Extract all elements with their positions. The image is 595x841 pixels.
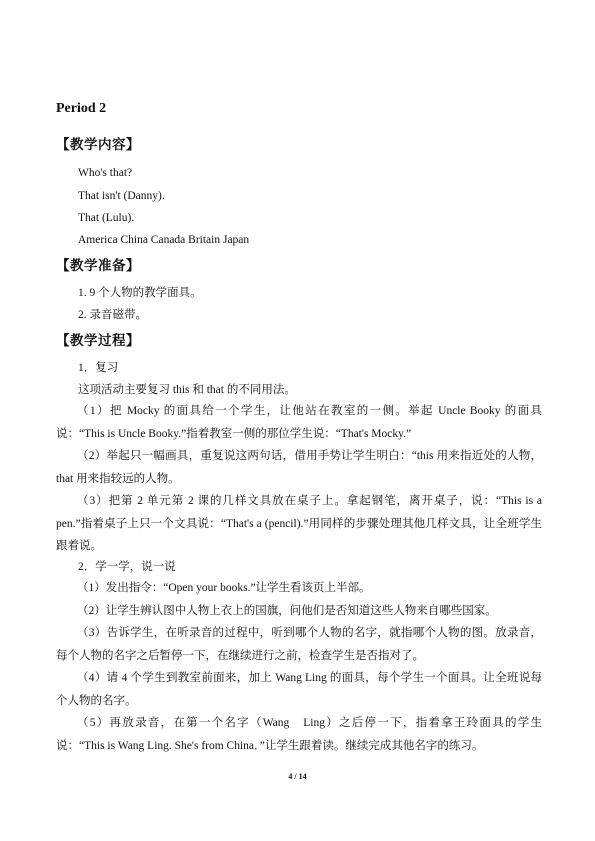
content-line-2: That isn't (Danny). bbox=[78, 190, 165, 202]
content-line-3: That (Lulu). bbox=[78, 212, 135, 224]
prep-line-2: 2. 录音磁带。 bbox=[78, 309, 147, 321]
section-heading-prep: 【教学准备】 bbox=[56, 258, 140, 273]
step1-intro: 这项活动主要复习 this 和 that 的不同用法。 bbox=[78, 384, 296, 396]
step1-paragraph-3: （3）把第 2 单元第 2 课的几样文具放在桌子上。拿起钢笔，离开桌子，说：“This is a pen.”指着桌子上只一个文具说：“That's a (pencil).”用同样的步骤处理其他几样文具，让全班学生跟着说。 bbox=[56, 495, 542, 552]
section-heading-process: 【教学过程】 bbox=[56, 333, 140, 348]
prep-line-1: 1. 9 个人物的教学面具。 bbox=[78, 287, 202, 299]
content-line-4: America China Canada Britain Japan bbox=[78, 234, 250, 246]
step1-paragraph-1: （1）把 Mocky 的面具给一个学生，让他站在教室的一侧。举起 Uncle Booky 的面具说：“This is Uncle Booky.”指着教室一侧的那位学生说：“That's Mocky.” bbox=[56, 405, 542, 440]
step1-title: 1．复习 bbox=[78, 362, 119, 374]
section-heading-content: 【教学内容】 bbox=[56, 137, 140, 152]
step2-title: 2．学一学，说一说 bbox=[78, 561, 176, 573]
step2-paragraph-3: （3）告诉学生，在听录音的过程中，听到哪个人物的名字，就指哪个人物的图。放录音，每个人物的名字之后暂停一下，在继续进行之前，检查学生是否指对了。 bbox=[56, 627, 542, 662]
period-title: Period 2 bbox=[56, 101, 107, 116]
step1-paragraph-2: （2）举起只一幅画具，重复说这两句话，借用手势让学生明白：“this 用来指近处的人物，that 用来指较远的人物。 bbox=[56, 450, 542, 485]
step2-paragraph-2: （2）让学生辨认图中人物上衣上的国旗，问他们是否知道这些人物来自哪些国家。 bbox=[77, 605, 497, 617]
step2-paragraph-1: （1）发出指令：“Open your books.”让学生看该页上半部。 bbox=[77, 582, 371, 594]
content-line-1: Who's that? bbox=[78, 167, 133, 179]
page-number: 4 / 14 bbox=[288, 772, 307, 781]
step2-paragraph-5: （5）再放录音，在第一个名字（Wang Ling）之后停一下，指着拿王玲面具的学生说：“This is Wang Ling. She's from China．”让学生跟着读。继续完成其他名字的练习。 bbox=[56, 717, 542, 752]
step2-paragraph-4: （4）请 4 个学生到教室前面来，加上 Wang Ling 的面具，每个学生一个面具。让全班说每个人物的名字。 bbox=[56, 672, 542, 707]
